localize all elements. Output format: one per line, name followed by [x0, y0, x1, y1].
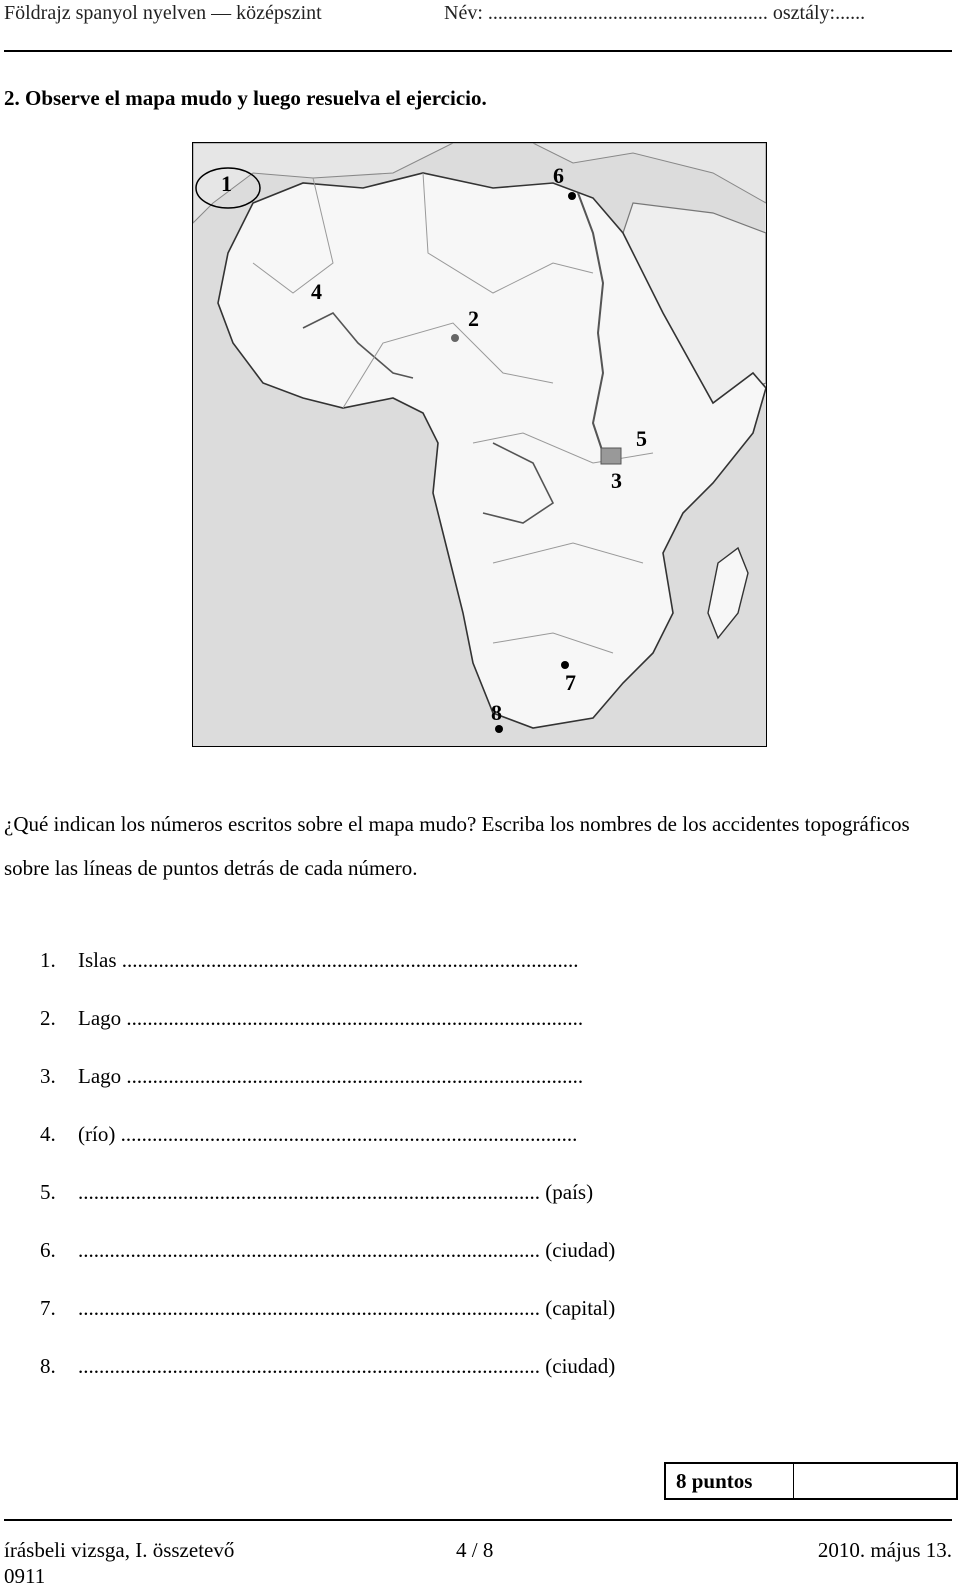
answer-blank[interactable]: ........................................................................................ (ciudad): [78, 1238, 616, 1262]
answer-blank[interactable]: Islas .......................................................................................: [78, 948, 579, 972]
footer-rule: [4, 1519, 952, 1521]
map-marker-4: 4: [311, 279, 322, 304]
answer-blank[interactable]: ........................................................................................ (país): [78, 1180, 594, 1204]
exercise-title: 2. Observe el mapa mudo y luego resuelva el ejercicio.: [4, 86, 487, 110]
score-input-cell[interactable]: [794, 1464, 952, 1498]
score-label: 8 puntos: [666, 1464, 794, 1498]
answer-blank[interactable]: ........................................................................................ (ciudad): [78, 1354, 616, 1378]
header-name-class-field: Név: ........................................................ osztály:......: [444, 2, 866, 24]
map-marker-1: 1: [221, 171, 232, 196]
answer-number: 3.: [40, 1064, 56, 1088]
header-subject: Földrajz spanyol nyelven — középszint: [4, 2, 322, 24]
africa-blank-map: [192, 142, 767, 747]
answer-blank[interactable]: Lago .......................................................................................: [78, 1006, 584, 1030]
page-header: [4, 2, 952, 32]
map-marker-5: 5: [636, 426, 647, 451]
header-rule: [4, 50, 952, 52]
answer-number: 7.: [40, 1296, 56, 1320]
map-marker-7: 7: [565, 670, 576, 695]
footer-date: 2010. május 13.: [817, 1538, 952, 1562]
footer-code: 0911: [4, 1564, 46, 1588]
map-marker-6: 6: [553, 163, 564, 188]
answer-number: 6.: [40, 1238, 56, 1262]
map-marker-2: 2: [468, 306, 479, 331]
question-text: ¿Qué indican los números escritos sobre el mapa mudo? Escriba los nombres de los accidentes topográficos sobre las líneas de puntos detrás de cada número.: [4, 812, 910, 880]
page-number: 4 / 8: [456, 1538, 494, 1562]
answer-number: 8.: [40, 1354, 56, 1378]
footer-exam-part: írásbeli vizsga, I. összetevő: [4, 1538, 235, 1562]
answer-number: 5.: [40, 1180, 56, 1204]
answer-number: 1.: [40, 948, 56, 972]
answer-number: 2.: [40, 1006, 56, 1030]
map-marker-3: 3: [611, 468, 622, 493]
answer-number: 4.: [40, 1122, 56, 1146]
answer-blank[interactable]: (río) .......................................................................................: [78, 1122, 578, 1146]
map-marker-8: 8: [491, 700, 502, 725]
answer-blank[interactable]: Lago .......................................................................................: [78, 1064, 584, 1088]
answer-blank[interactable]: ........................................................................................ (capital): [78, 1296, 616, 1320]
score-box: [664, 1462, 958, 1500]
